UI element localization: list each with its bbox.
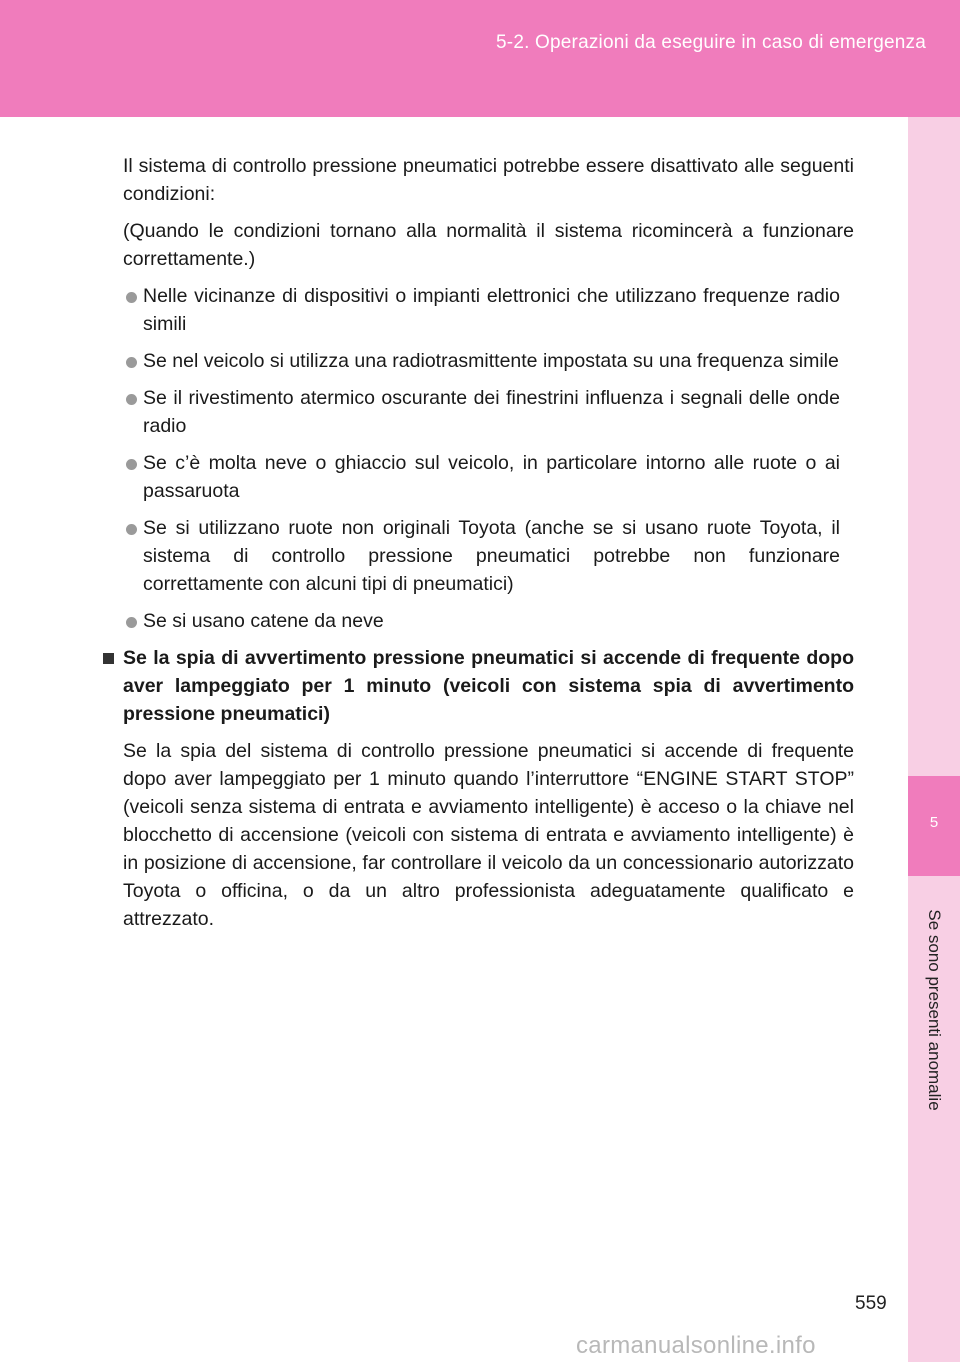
- list-item-text: Se c’è molta neve o ghiaccio sul veicolo, in particolare intorno alle ruote o ai passaruota: [143, 452, 840, 502]
- bullet-icon: [126, 459, 137, 470]
- list-item: [123, 347, 840, 375]
- list-item-text: Se si utilizzano ruote non originali Toyota (anche se si usano ruote Toyota, il sistema di controllo pressione pneumatici potrebbe non funzionare correttamente con alcuni tipi di pneumatici): [143, 517, 840, 595]
- page-number: 559: [855, 1293, 887, 1314]
- intro-paragraph-2: (Quando le condizioni tornano alla normalità il sistema ricomincerà a funzionare correttamente.): [123, 220, 854, 270]
- list-item-text: Nelle vicinanze di dispositivi o impianti elettronici che utilizzano frequenze radio simili: [143, 285, 840, 335]
- header-band: [0, 0, 960, 117]
- section-heading-text: Se la spia di avvertimento pressione pneumatici si accende di frequente dopo aver lampeggiato per 1 minuto (veicoli con sistema spia di avvertimento pressione pneumatici): [123, 647, 854, 725]
- section-heading: [123, 644, 854, 728]
- body-paragraph: Se la spia del sistema di controllo pressione pneumatici si accende di frequente dopo aver lampeggiato per 1 minuto quando l’interruttore “ENGINE START STOP” (veicoli senza sistema di entrata e avviamento intelligente) è acceso o la chiave nel blocchetto di accensione (veicoli con sistema di entrata e avviamento intelligente) è in posizione di accensione, far controllare il veicolo da un concessionario autorizzato Toyota o officina, o da un altro professionista adeguatamente qualificato e attrezzato.: [123, 740, 854, 930]
- section-title: 5-2. Operazioni da eseguire in caso di emergenza: [496, 32, 926, 53]
- side-tab: [908, 117, 960, 1362]
- chapter-label: Se sono presenti anomalie: [925, 909, 944, 1111]
- bullet-icon: [126, 292, 137, 303]
- bullet-icon: [126, 617, 137, 628]
- list-item-text: Se il rivestimento atermico oscurante dei finestrini influenza i segnali delle onde radio: [143, 387, 840, 437]
- list-item: [123, 282, 840, 338]
- chapter-number: 5: [929, 814, 939, 831]
- list-item: [123, 514, 840, 598]
- bullet-icon: [126, 357, 137, 368]
- intro-paragraph-1: Il sistema di controllo pressione pneumatici potrebbe essere disattivato alle seguenti condizioni:: [123, 155, 854, 205]
- conditions-list: [123, 282, 854, 635]
- bullet-icon: [126, 524, 137, 535]
- list-item: [123, 449, 840, 505]
- list-item: [123, 607, 840, 635]
- list-item: [123, 384, 840, 440]
- list-item-text: Se si usano catene da neve: [143, 610, 384, 632]
- list-item-text: Se nel veicolo si utilizza una radiotrasmittente impostata su una frequenza simile: [143, 350, 839, 372]
- square-bullet-icon: [103, 653, 114, 664]
- watermark: carmanualsonline.info: [576, 1332, 816, 1359]
- page-content: [123, 152, 854, 942]
- bullet-icon: [126, 394, 137, 405]
